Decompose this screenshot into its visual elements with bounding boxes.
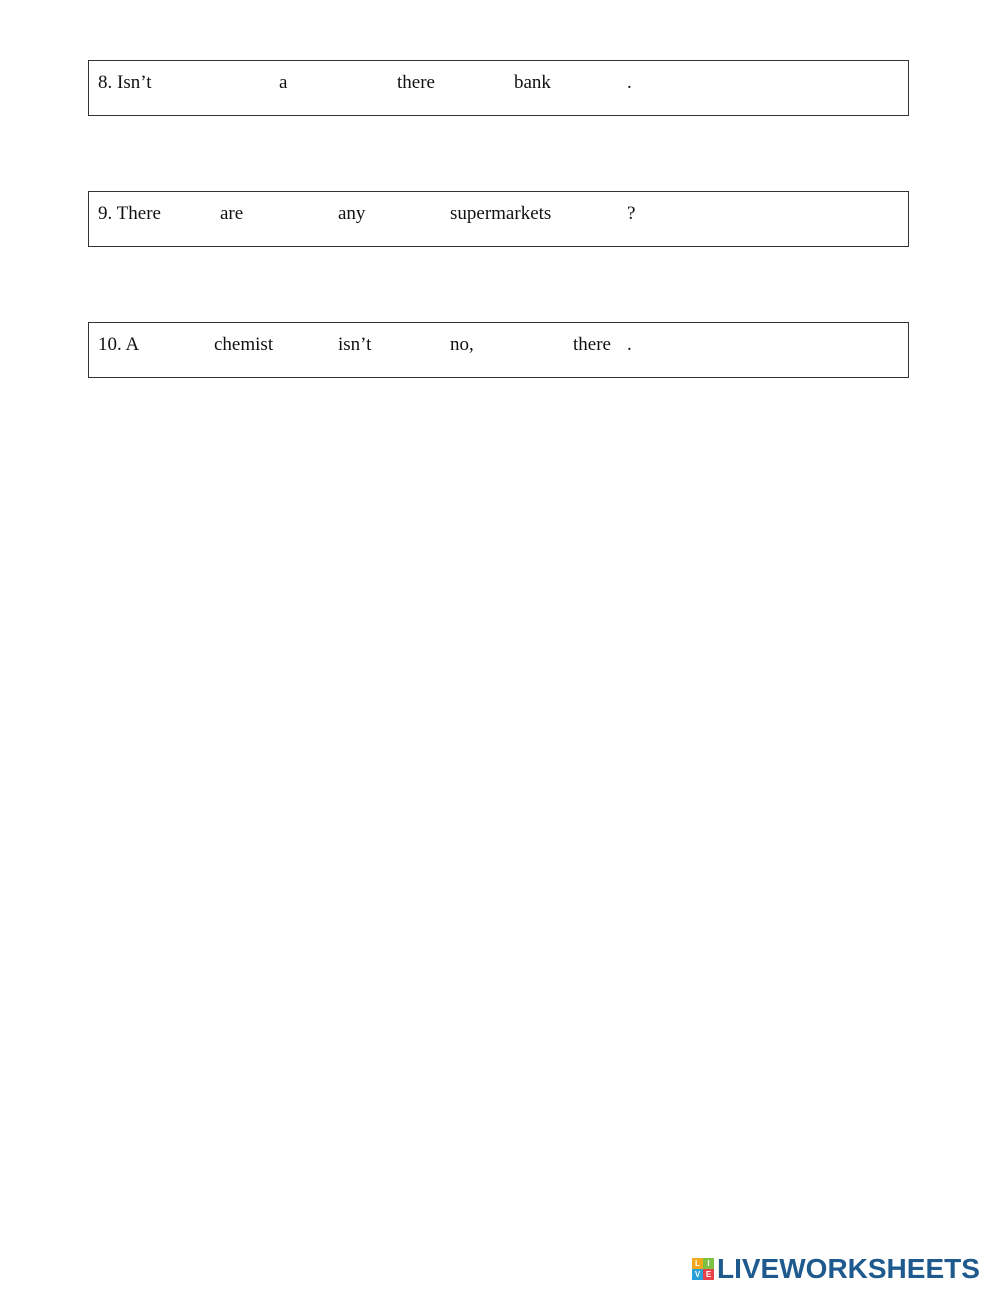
question-9-word-2[interactable]: are (220, 203, 244, 224)
question-10-word-5[interactable]: there (573, 334, 611, 355)
liveworksheets-logo (692, 1252, 980, 1286)
question-9-word-3[interactable]: any (338, 203, 366, 224)
logo-mark-icon (692, 1258, 714, 1280)
question-10-word-3[interactable]: isn’t (338, 334, 372, 355)
question-10-word-4[interactable]: no, (450, 334, 474, 355)
logo-mark-letter: E (703, 1269, 714, 1280)
question-8-word-1[interactable]: 8. Isn’t (98, 72, 152, 93)
question-8-word-2[interactable]: a (279, 72, 288, 93)
logo-text: LIVEWORKSHEETS (717, 1253, 980, 1284)
question-9-word-5[interactable]: ? (627, 203, 636, 224)
question-10-word-6[interactable]: . (627, 334, 632, 355)
question-10-word-2[interactable]: chemist (214, 334, 274, 355)
question-10-box (88, 322, 909, 378)
question-8-word-4[interactable]: bank (514, 72, 551, 93)
logo-mark-letter: L (692, 1258, 703, 1269)
question-9-box (88, 191, 909, 247)
logo-mark-letter: I (703, 1258, 714, 1269)
logo-mark-letter: V (692, 1269, 703, 1280)
question-9-word-4[interactable]: supermarkets (450, 203, 552, 224)
question-8-word-5[interactable]: . (627, 72, 632, 93)
question-8-word-3[interactable]: there (397, 72, 435, 93)
question-8-box (88, 60, 909, 116)
question-10-word-1[interactable]: 10. A (98, 334, 140, 355)
question-9-word-1[interactable]: 9. There (98, 203, 161, 224)
